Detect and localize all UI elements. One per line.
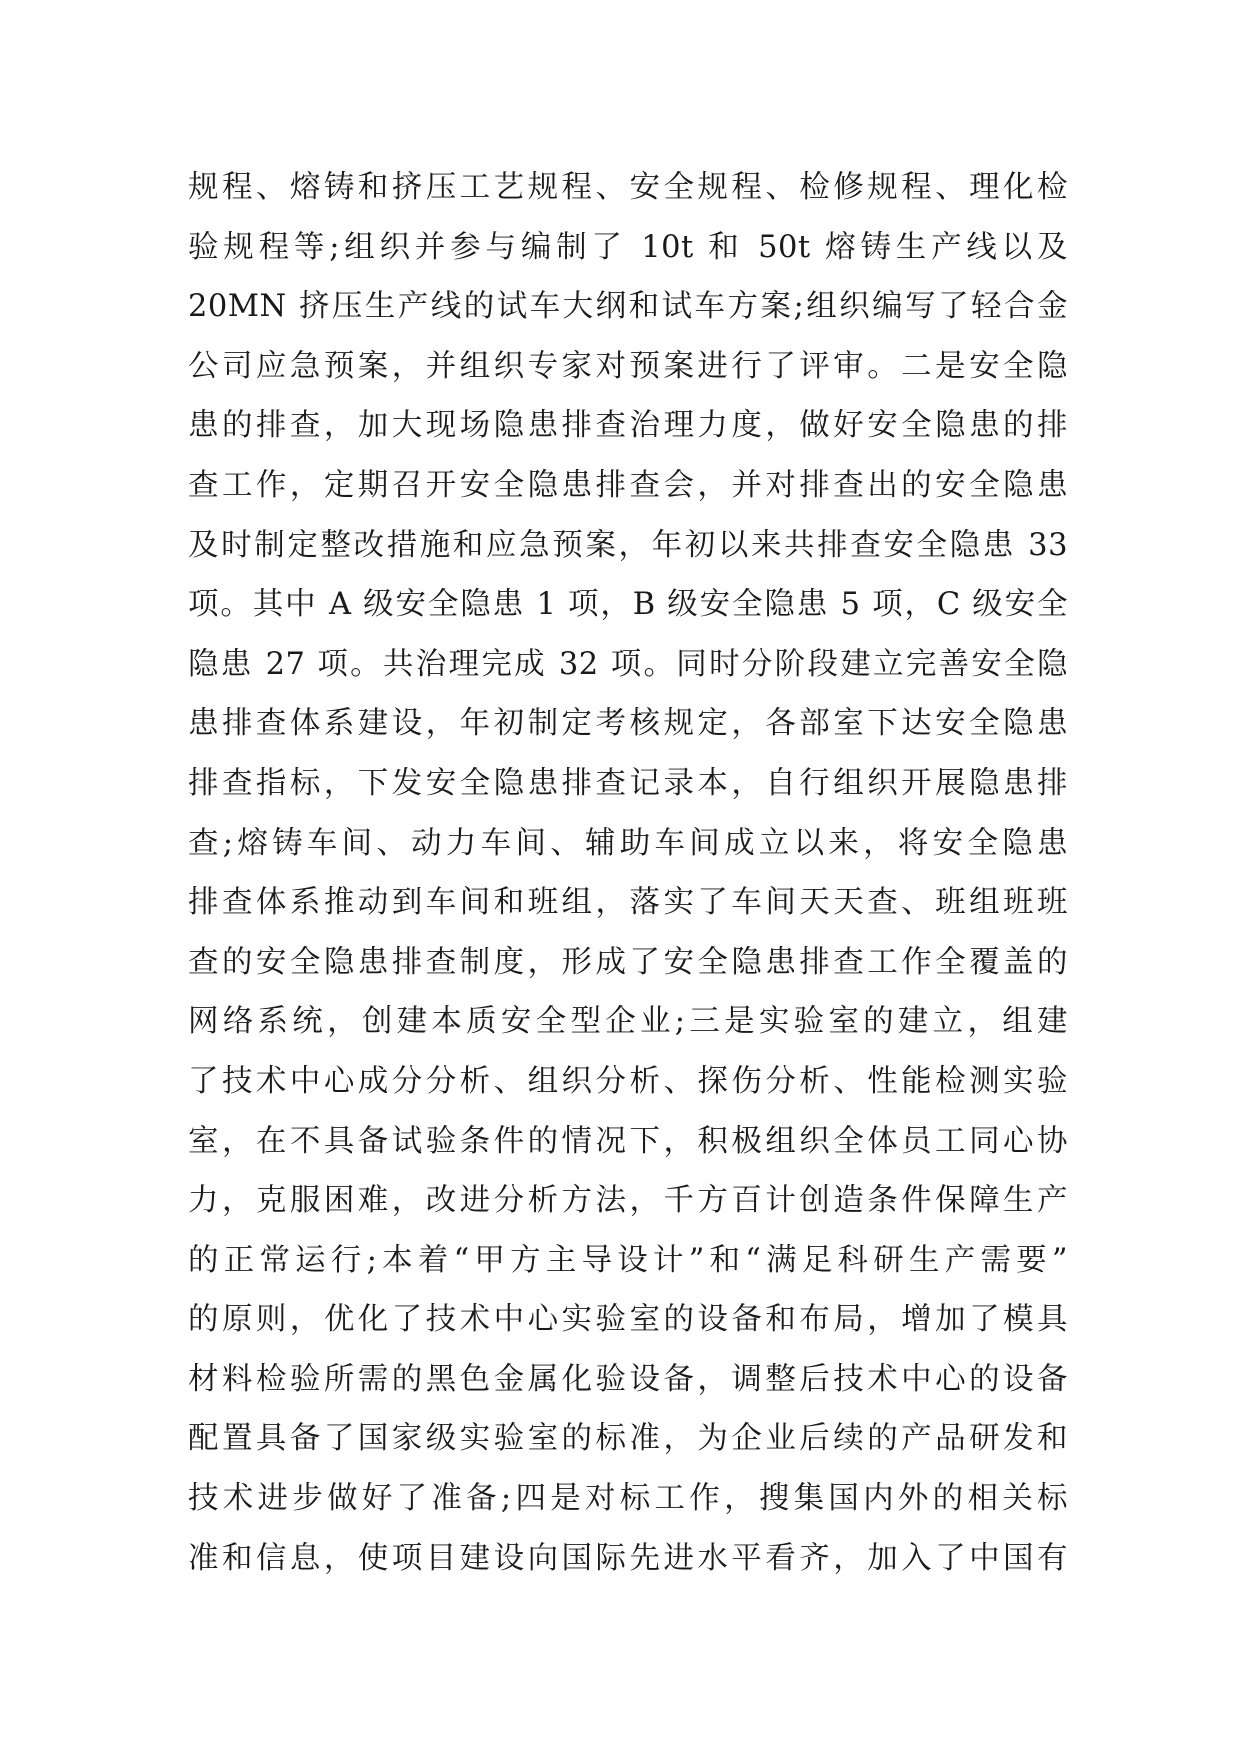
text-line: 患排查体系建设，年初制定考核规定，各部室下达安全隐患	[188, 706, 1068, 742]
text-line: 的正常运行;本着“甲方主导设计”和“满足科研生产需要”	[188, 1242, 1068, 1278]
text-line: 准和信息，使项目建设向国际先进水平看齐，加入了中国有	[188, 1540, 1068, 1576]
text-line: 的原则，优化了技术中心实验室的设备和布局，增加了模具	[188, 1302, 1068, 1338]
text-line: 了技术中心成分分析、组织分析、探伤分析、性能检测实验	[188, 1063, 1068, 1099]
body-paragraph	[188, 158, 1068, 1588]
text-line: 查;熔铸车间、动力车间、辅助车间成立以来，将安全隐患	[188, 825, 1068, 861]
text-line: 力，克服困难，改进分析方法，千方百计创造条件保障生产	[188, 1183, 1068, 1219]
text-line: 隐患 27 项。共治理完成 32 项。同时分阶段建立完善安全隐	[188, 646, 1068, 682]
text-line: 材料检验所需的黑色金属化验设备，调整后技术中心的设备	[188, 1361, 1068, 1397]
text-line: 项。其中 A 级安全隐患 1 项，B 级安全隐患 5 项，C 级安全	[188, 587, 1068, 623]
text-line: 验规程等;组织并参与编制了 10t 和 50t 熔铸生产线以及	[188, 229, 1068, 265]
text-line: 及时制定整改措施和应急预案，年初以来共排查安全隐患 33	[188, 527, 1068, 563]
text-line: 技术进步做好了准备;四是对标工作，搜集国内外的相关标	[188, 1481, 1068, 1517]
text-line: 规程、熔铸和挤压工艺规程、安全规程、检修规程、理化检	[188, 170, 1068, 205]
text-line: 患的排查，加大现场隐患排查治理力度，做好安全隐患的排	[188, 408, 1068, 444]
text-line: 公司应急预案，并组织专家对预案进行了评审。二是安全隐	[188, 348, 1068, 384]
text-line: 网络系统，创建本质安全型企业;三是实验室的建立，组建	[188, 1004, 1068, 1040]
text-line: 室，在不具备试验条件的情况下，积极组织全体员工同心协	[188, 1123, 1068, 1159]
text-line: 配置具备了国家级实验室的标准，为企业后续的产品研发和	[188, 1421, 1068, 1457]
text-line: 查的安全隐患排查制度，形成了安全隐患排查工作全覆盖的	[188, 944, 1068, 980]
text-line: 排查体系推动到车间和班组，落实了车间天天查、班组班班	[188, 885, 1068, 921]
text-line: 20MN 挤压生产线的试车大纲和试车方案;组织编写了轻合金	[188, 289, 1068, 325]
text-line: 查工作，定期召开安全隐患排查会，并对排查出的安全隐患	[188, 467, 1068, 503]
text-line: 排查指标，下发安全隐患排查记录本，自行组织开展隐患排	[188, 765, 1068, 801]
